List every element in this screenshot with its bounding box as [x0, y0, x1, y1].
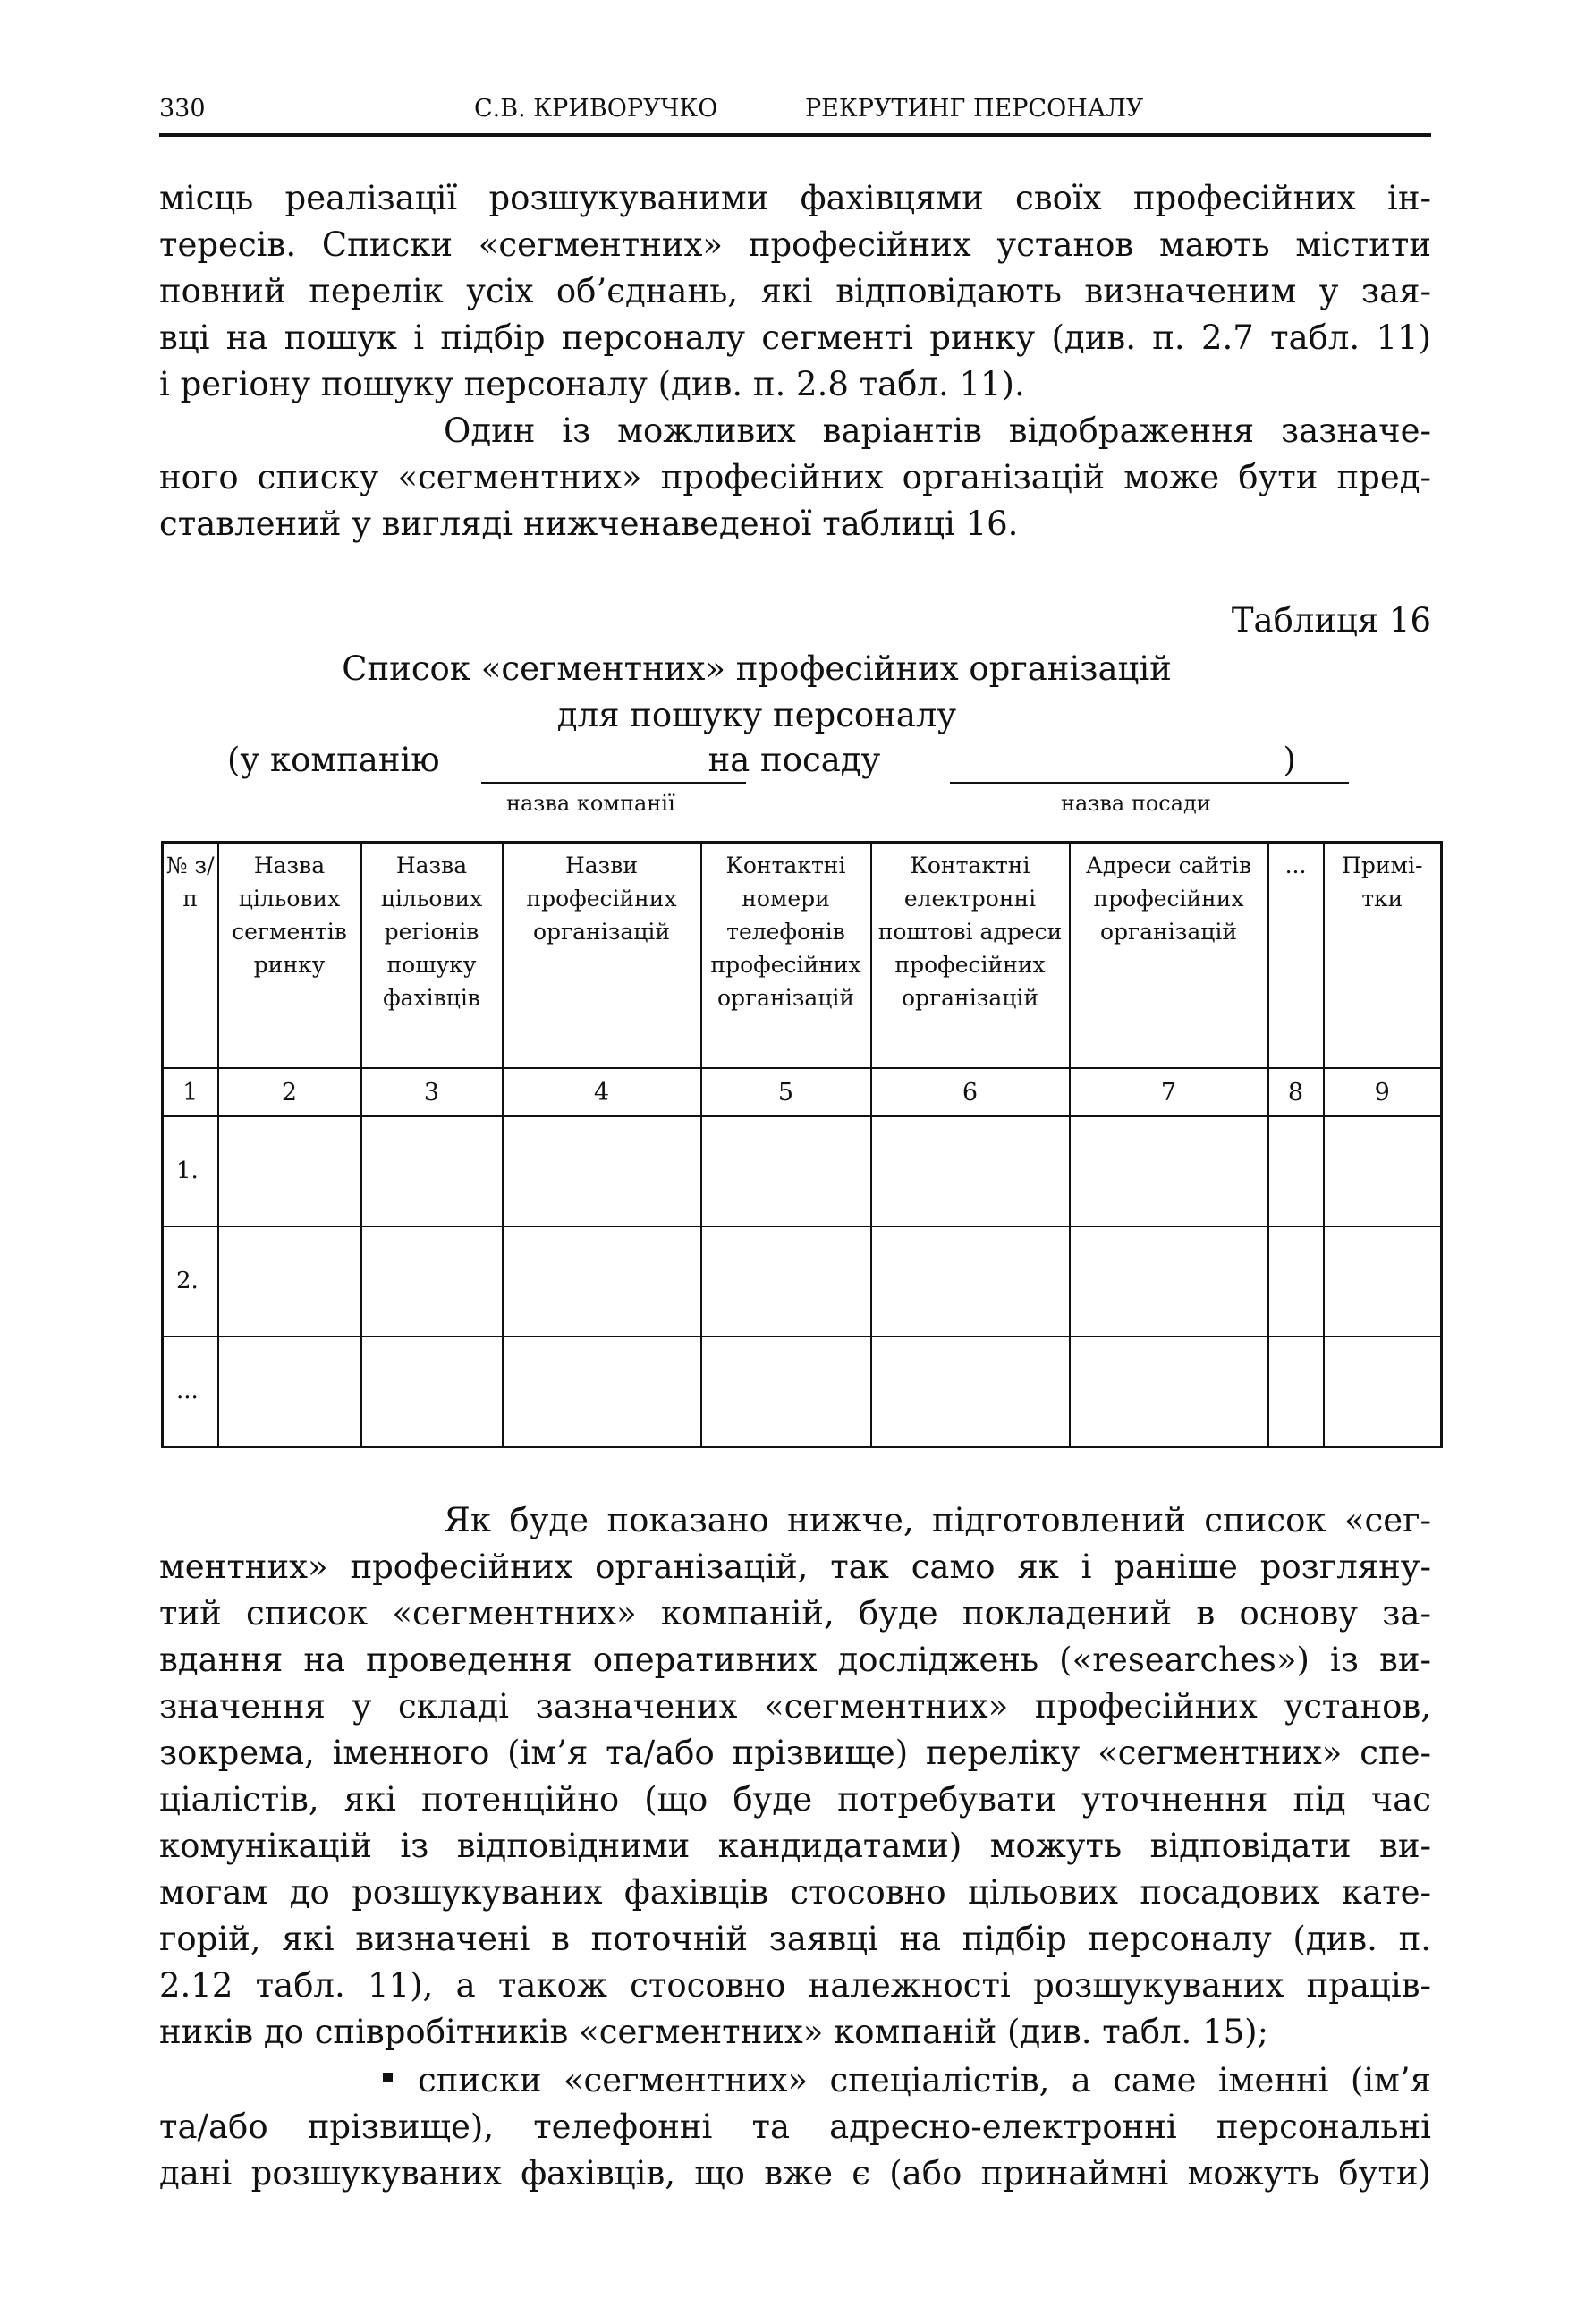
empty-cell: [218, 1226, 361, 1336]
header-cell-regions: Назва цільових регіонів пошуку фахівців: [361, 843, 503, 1069]
header-cell-phones: Контактні номери телефонів професійних організацій: [701, 843, 871, 1069]
table-title-line-3: [227, 741, 1296, 779]
row-label: ...: [163, 1336, 218, 1447]
running-header-title: РЕКРУТИНГ ПЕРСОНАЛУ: [805, 95, 1144, 123]
header-cell-organizations: Назви професійних організацій: [503, 843, 701, 1069]
empty-cell: [1070, 1226, 1268, 1336]
title-company-prefix: (у компанію: [227, 741, 440, 779]
text-line: 2.12 табл. 11), а також стосовно належності розшукуваних праців-: [159, 1966, 1431, 2005]
empty-cell: [503, 1336, 701, 1447]
row-label: 1.: [163, 1116, 218, 1226]
text-line: горій, які визначені в поточній заявці на підбір персоналу (див. п.: [159, 1920, 1431, 1958]
row-label: 2.: [163, 1226, 218, 1336]
text-line: дані розшукуваних фахівців, що вже є (або принаймні можуть бути): [159, 2154, 1431, 2193]
paragraph-researches: [159, 1497, 1431, 2056]
table-title-line-2: для пошуку персоналу: [556, 696, 957, 734]
column-number: 4: [503, 1068, 701, 1116]
title-position-prefix: на посаду: [708, 741, 881, 779]
text-line: могам до розшукуваних фахівців стосовно цільових посадових кате-: [159, 1873, 1431, 1912]
column-number: 6: [871, 1068, 1070, 1116]
segment-organizations-table: [161, 841, 1443, 1448]
empty-cell: [871, 1116, 1070, 1226]
text-line: ціалістів, які потенційно (що буде потребувати уточнення під час: [159, 1780, 1431, 1819]
bullet-paragraph: [159, 2057, 1431, 2197]
empty-cell: [1070, 1336, 1268, 1447]
header-rule: [159, 133, 1431, 137]
text-line: місць реалізації розшукуваними фахівцями своїх професійних ін-: [159, 179, 1431, 217]
text-line: Як буде показано нижче, підготовлений список «сег-: [444, 1501, 1431, 1539]
empty-cell: [1268, 1336, 1324, 1447]
empty-cell: [218, 1116, 361, 1226]
table-label: Таблиця 16: [1231, 601, 1431, 640]
text-line: ного списку «сегментних» професійних організацій може бути пред-: [159, 458, 1431, 496]
table-row: [163, 1226, 1442, 1336]
empty-cell: [361, 1116, 503, 1226]
text-line: повний перелік усіх об’єднань, які відповідають визначеним у зая-: [159, 272, 1431, 310]
header-cell-notes: Примі-тки: [1324, 843, 1442, 1069]
text-line: вці на пошук і підбір персоналу сегменті ринку (див. п. 2.7 табл. 11): [159, 318, 1431, 357]
table-row: [163, 1116, 1442, 1226]
column-number: 3: [361, 1068, 503, 1116]
company-blank-line: [481, 782, 746, 784]
column-number: 1: [163, 1068, 218, 1116]
empty-cell: [218, 1336, 361, 1447]
empty-cell: [503, 1116, 701, 1226]
empty-cell: [1324, 1336, 1442, 1447]
empty-cell: [361, 1226, 503, 1336]
table-title-line-1: Список «сегментних» професійних організацій: [342, 649, 1172, 688]
empty-cell: [1268, 1226, 1324, 1336]
company-caption: назва компанії: [506, 791, 675, 816]
text-line: та/або прізвище), телефонні та адресно-електронні персональні: [159, 2108, 1431, 2146]
title-close-paren: ): [1283, 741, 1296, 779]
text-line: зокрема, іменного (ім’я та/або прізвище) переліку «сегментних» спе-: [159, 1734, 1431, 1772]
empty-cell: [701, 1226, 871, 1336]
empty-cell: [503, 1226, 701, 1336]
header-cell-number: № з/п: [163, 843, 218, 1069]
text-line: значення у складі зазначених «сегментних» професійних установ,: [159, 1687, 1431, 1726]
text-line: ментних» професійних організацій, так само як і раніше розгляну-: [159, 1548, 1431, 1586]
header-cell-segments: Назва цільових сегментів ринку: [218, 843, 361, 1069]
text-line: ставлений у вигляді нижченаведеної таблиці 16.: [159, 505, 1019, 543]
empty-cell: [1324, 1226, 1442, 1336]
page-number: 330: [159, 95, 206, 123]
empty-cell: [361, 1336, 503, 1447]
header-cell-emails: Контактні електронні поштові адреси професійних організацій: [871, 843, 1070, 1069]
text-line: Один із можливих варіантів відображення зазначе-: [444, 411, 1431, 450]
column-number: 9: [1324, 1068, 1442, 1116]
text-line: комунікацій із відповідними кандидатами) можуть відповідати ви-: [159, 1827, 1431, 1865]
text-line: списки «сегментних» спеціалістів, а саме іменні (ім’я: [418, 2061, 1431, 2099]
empty-cell: [701, 1336, 871, 1447]
column-number: 8: [1268, 1068, 1324, 1116]
empty-cell: [871, 1336, 1070, 1447]
text-line: вдання на проведення оперативних досліджень («researches») із ви-: [159, 1641, 1431, 1679]
paragraph-intro: [159, 175, 1431, 408]
text-line: ників до співробітників «сегментних» компаній (див. табл. 15);: [159, 2013, 1269, 2051]
bullet-line: [159, 2057, 1431, 2104]
column-number: 2: [218, 1068, 361, 1116]
column-number: 5: [701, 1068, 871, 1116]
position-caption: назва посади: [1061, 791, 1211, 816]
text-line: тересів. Списки «сегментних» професійних установ мають містити: [159, 225, 1431, 264]
text-line: і регіону пошуку персоналу (див. п. 2.8 табл. 11).: [159, 365, 1025, 403]
column-number: 7: [1070, 1068, 1268, 1116]
position-blank-line: [950, 782, 1349, 784]
empty-cell: [701, 1116, 871, 1226]
empty-cell: [1268, 1116, 1324, 1226]
paragraph-variant: [159, 408, 1431, 547]
running-header-author: С.В. КРИВОРУЧКО: [474, 95, 718, 123]
empty-cell: [1070, 1116, 1268, 1226]
text-line: тий список «сегментних» компаній, буде покладений в основу за-: [159, 1594, 1431, 1633]
empty-cell: [1324, 1116, 1442, 1226]
empty-cell: [871, 1226, 1070, 1336]
header-cell-ellipsis: ...: [1268, 843, 1324, 1069]
table-row: [163, 1336, 1442, 1447]
header-cell-websites: Адреси сайтів професійних організацій: [1070, 843, 1268, 1069]
square-bullet-icon: [383, 2073, 393, 2082]
